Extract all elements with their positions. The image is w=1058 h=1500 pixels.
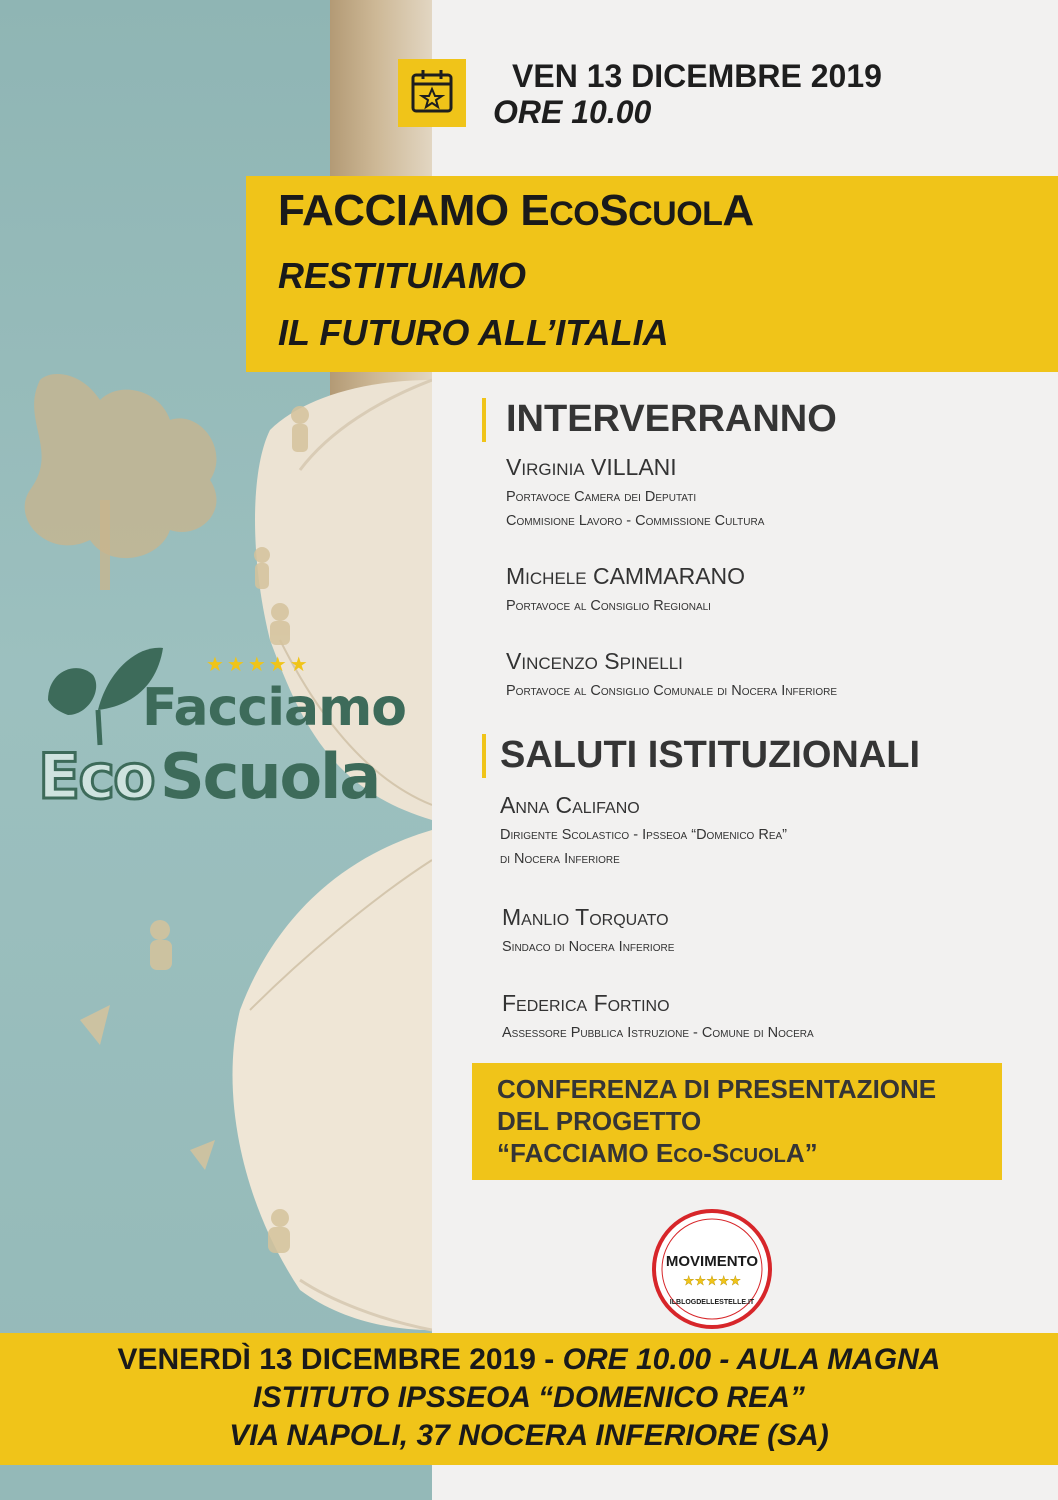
- speaker-torquato: Manlio Torquato Sindaco di Nocera Inferiore: [502, 904, 674, 959]
- speaker-fortino: Federica Fortino Assessore Pubblica Istruzione - Comune di Nocera: [502, 990, 814, 1045]
- speaker-role: Portavoce al Consiglio Regionali: [506, 598, 711, 614]
- speaker-role: Assessore Pubblica Istruzione - Comune di Nocera: [502, 1025, 814, 1041]
- event-date: VEN 13 DICEMBRE 2019: [512, 58, 882, 94]
- party-logo-arc-text: ILBLOGDELLESTELLE.IT: [669, 1299, 755, 1306]
- subtitle-line1: RESTITUIAMO: [278, 255, 526, 296]
- movimento-5-stelle-logo: [651, 1208, 773, 1330]
- calendar-icon: [398, 59, 466, 127]
- subtitle-line2: IL FUTURO ALL’ITALIA: [278, 312, 669, 353]
- speaker-role: Dirigente Scolastico - Ipsseoa “Domenico Rea” di Nocera Inferiore: [500, 827, 788, 867]
- logo-word-scuola: Scuola: [160, 740, 380, 813]
- section-marker: [482, 398, 486, 442]
- speaker-role: Sindaco di Nocera Inferiore: [502, 939, 675, 955]
- conference-project-name: “FACCIAMO ECO-SCUOLA”: [497, 1138, 818, 1168]
- conference-line1: CONFERENZA DI PRESENTAZIONE: [497, 1074, 937, 1104]
- speaker-cammarano: MICHELE CAMMARANO Portavoce al Consiglio Regionali: [506, 563, 745, 618]
- logo-stars: ★★★★★: [206, 654, 311, 676]
- event-time: ORE 10.00: [493, 94, 652, 130]
- speaker-califano: Anna Califano Dirigente Scolastico - Ipsseoa “Domenico Rea” di Nocera Inferiore: [500, 792, 787, 871]
- logo-word-facciamo: Facciamo: [142, 678, 407, 738]
- conference-line2: DEL PROGETTO: [497, 1106, 702, 1136]
- speaker-villani: VIRGINIA VILLANI Portavoce Camera dei Deputati Commisione Lavoro - Commissione Cultura: [506, 454, 764, 533]
- party-logo-stars: ★★★★★: [682, 1274, 742, 1289]
- footer-venue: ISTITUTO IPSSEOA “DOMENICO REA”: [253, 1381, 805, 1414]
- speaker-role: Portavoce al Consiglio Comunale di Nocera Inferiore: [506, 683, 837, 699]
- footer-address: VIA NAPOLI, 37 NOCERA INFERIORE (SA): [229, 1419, 829, 1452]
- main-title: FACCIAMO ECOSCUOLA: [278, 186, 754, 235]
- interverranno-heading: INTERVERRANNO: [506, 398, 837, 440]
- saluti-heading: SALUTI ISTITUZIONALI: [500, 734, 921, 776]
- logo-word-eco: Eco: [38, 740, 154, 813]
- party-logo-text: MOVIMENTO: [665, 1253, 759, 1270]
- facciamo-ecoscuola-logo: [38, 640, 407, 830]
- section-marker: [482, 734, 486, 778]
- footer-date-line: VENERDÌ 13 DICEMBRE 2019 - ORE 10.00 - AULA MAGNA: [117, 1343, 941, 1376]
- speaker-spinelli: VINCENZO SPINELLI Portavoce al Consiglio Comunale di Nocera Inferiore: [506, 648, 837, 703]
- speaker-role: Portavoce Camera dei Deputati Commisione Lavoro - Commissione Cultura: [506, 489, 765, 529]
